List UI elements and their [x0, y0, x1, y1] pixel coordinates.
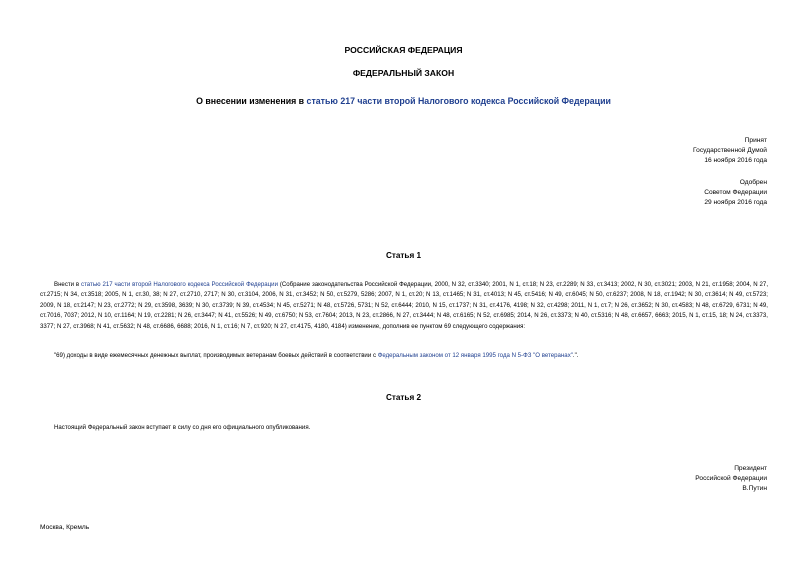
country-heading: РОССИЙСКАЯ ФЕДЕРАЦИЯ — [344, 45, 463, 55]
article-1-text: (Собрание законодательства Российской Федерации, 2000, N 32, ст.3340; 2001, N 1, ст.18; N 23, ст.2289; N 33, ст.3413; 2002, N 30, ст.3021; 2003, N 21, ст.1958; 2004, N 27, ст.2715; N 34, ст.3518; 2005, N 1, ст.30, 38; N 27, ст.2710, 2717; N 30, ст.3104, 2006, N 31, ст.3452; N 50, ст.5279, 5286; 2007, N 1, ст.20; N 13, ст.1465; N 31, ст.4013; N 45, ст.5416; N 49, ст.6045; N 50, ст.6237; 2008, N 18, ст.1942; N 30, ст.3614; N 49, ст.5723; 2009, N 18, ст.2147; N 23, ст.2772; N 29, ст.3598, 3639; N 30, ст.3739; N 39, ст.4534; N 45, ст.5271; N 48, ст.5726, 5731; N 52, ст.6444; 2010, N 15, ст.1737; N 31, ст.4176, 4198; N 32, ст.4298; 2011, N 1, ст.7; N 26, ст.3652; N 30, ст.4583; N 48, ст.6729, 6731; N 49, ст.7016, 7037; 2012, N 10, ст.1164; N 19, ст.2281; N 26, ст.3447; N 41, ст.5526; N 49, ст.6750; N 53, ст.7604; 2013, N 23, ст.2866, N 27, ст.3444; N 48, ст.6165; N 52, ст.6985; 2014, N 26, ст.3373; N 40, ст.5316; N 48, ст.6657, 6663; 2015, N 1, ст.15, 18; N 24, ст.3373, 3377; N 27, ст.3968; N 41, ст.5632; N 48, ст.6686, 6688; 2016, N 1, ст.16; N 7, ст.920; N 27, ст.4175, 4180, 4184) изменение, дополнив ее пунктом 69 следующего содержания: — [40, 281, 769, 330]
adopted-date: 16 ноября 2016 года — [704, 157, 767, 164]
veterans-law-link[interactable]: Федеральным законом от 12 января 1995 года N 5-ФЗ "О ветеранах" — [377, 352, 573, 359]
approved-block — [567, 178, 767, 208]
article-2-title: Статья 2 — [385, 393, 422, 402]
quote-suffix: .". — [572, 352, 579, 359]
article-1-title: Статья 1 — [385, 251, 422, 260]
law-subject-prefix: О внесении изменения в — [196, 96, 307, 106]
signatory-country: Российской Федерации — [695, 475, 767, 482]
adopted-body: Государственной Думой — [693, 147, 767, 154]
article-1-prefix: Внести в — [54, 281, 82, 288]
law-type-heading: ФЕДЕРАЛЬНЫЙ ЗАКОН — [352, 68, 455, 78]
approved-label: Одобрен — [739, 179, 767, 186]
signing-place: Москва, Кремль — [40, 524, 90, 531]
article-1-link[interactable]: статью 217 части второй Налогового кодекса Российской Федерации — [81, 281, 278, 288]
signatory-name: В.Путин — [742, 485, 767, 492]
approved-body: Советом Федерации — [704, 189, 767, 196]
quote-prefix: "69) доходы в виде ежемесячных денежных выплат, производимых ветеранам боевых действий в соответствии с — [54, 352, 378, 359]
article-1-quote — [54, 351, 768, 361]
approved-date: 29 ноября 2016 года — [704, 199, 767, 206]
signature-block — [567, 464, 767, 494]
law-subject-link[interactable]: статью 217 части второй Налогового кодекса Российской Федерации — [306, 96, 611, 106]
law-subject-title — [0, 96, 807, 107]
adopted-label: Принят — [744, 137, 767, 144]
article-2-body: Настоящий Федеральный закон вступает в силу со дня его официального опубликования. — [54, 424, 311, 431]
signatory-title: Президент — [734, 465, 767, 472]
adopted-block — [567, 136, 767, 166]
article-1-body — [40, 280, 768, 332]
